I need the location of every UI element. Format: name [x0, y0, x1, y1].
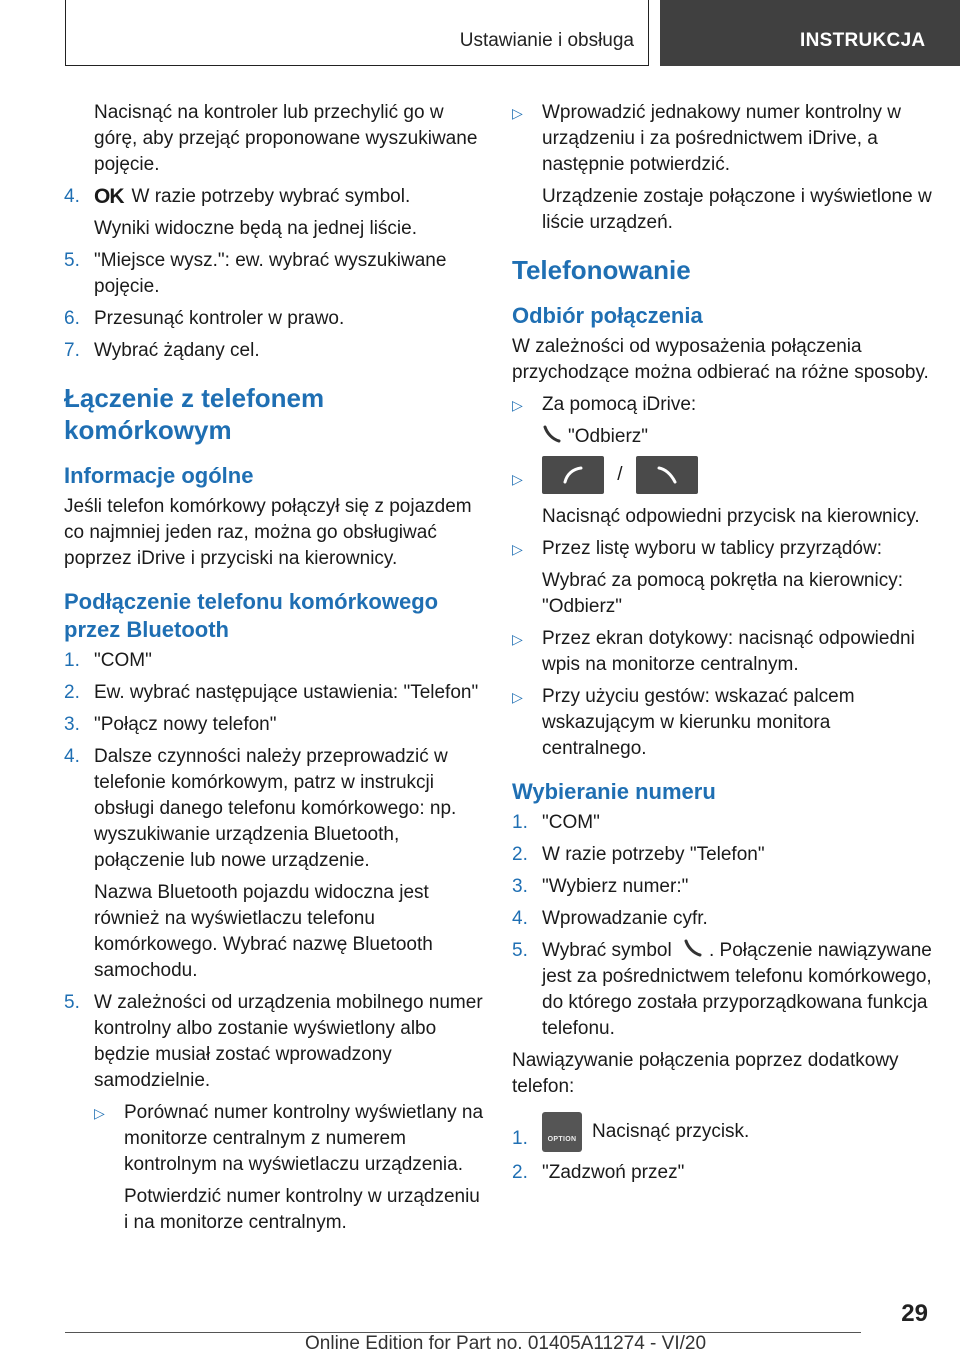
list-item [512, 1160, 932, 1186]
list-item [64, 248, 484, 300]
phone-handset-icon [542, 424, 562, 444]
steering-hangup-button-image [636, 456, 698, 494]
bullet-extra: Potwierdzić numer kontrolny w urządzeniu i na monitorze centralnym. [124, 1186, 480, 1233]
step-number: 5. [64, 992, 80, 1013]
answer-label: "Odbierz" [568, 426, 649, 447]
list-item [64, 990, 484, 1094]
bullet-item [512, 626, 932, 678]
step-text: Dalsze czynności należy przeprowadzić w telefonie komórkowym, patrz w instrukcji obsługi danego telefonu komórkowego: np. wyszukiwanie urządzenia Bluetooth, połączenie lub nowe urządzenie. [94, 746, 457, 871]
step-text: Ew. wybrać następujące ustawienia: "Telefon" [94, 682, 479, 703]
list-item [64, 184, 484, 210]
bullet-text: Porównać numer kontrolny wyświetlany na monitorze centralnym z numerem kontrolnym na wyświetlaczu urządzenia. [124, 1102, 484, 1175]
paragraph: Urządzenie zostaje połączone i wyświetlone w liście urządzeń. [542, 186, 932, 233]
step-number: 4. [64, 746, 80, 767]
step-number: 1. [512, 1128, 528, 1149]
left-column [64, 100, 484, 1242]
step-text: "COM" [94, 650, 152, 671]
bullet-sub: Nacisnąć odpowiedni przycisk na kierownicy. [542, 506, 920, 527]
ok-icon: OK [94, 185, 124, 208]
step-text-post: . Połączenie nawiązywane jest za pośrednictwem telefonu komórkowego, do którego została przyporządkowana funkcja telefonu. [542, 940, 932, 1039]
step-number: 5. [64, 250, 80, 271]
bullet-text: Wprowadzić jednakowy numer kontrolny w urządzeniu i za pośrednictwem iDrive, a następnie potwierdzić. [542, 102, 902, 175]
step-number: 1. [512, 812, 528, 833]
list-item [512, 906, 932, 932]
list-item [64, 712, 484, 738]
step-text-pre: Wybrać symbol [542, 940, 672, 961]
bullet-text: Przez listę wyboru w tablicy przyrządów: [542, 538, 882, 559]
page-number: 29 [901, 1300, 928, 1327]
step-extra: Nazwa Bluetooth pojazdu widoczna jest również na wyświetlaczu telefonu komórkowego. Wybrać nazwę Bluetooth samochodu. [94, 882, 433, 981]
triangle-bullet-icon: ▷ [512, 105, 523, 121]
step-number: 2. [64, 682, 80, 703]
option-label: OPTION [547, 1136, 577, 1143]
list-item [512, 810, 932, 836]
bullet-item [94, 1100, 484, 1178]
header-section-title: Ustawianie i obsługa [459, 30, 634, 51]
step-text: Wybrać żądany cel. [94, 340, 260, 361]
step-number: 3. [64, 714, 80, 735]
bullet-item [512, 536, 932, 562]
step-text: "Wybierz numer:" [542, 876, 689, 897]
step-number: 4. [64, 186, 80, 207]
list-item [512, 938, 932, 1042]
step-number: 6. [64, 308, 80, 329]
phone-handset-icon [655, 464, 679, 486]
option-button-image [542, 1112, 582, 1152]
step-text: "Połącz nowy telefon" [94, 714, 277, 735]
bullet-text: Za pomocą iDrive: [542, 394, 697, 415]
bullet-item [512, 684, 932, 762]
bullet-item [512, 456, 932, 494]
subsection-heading: Podłączenie telefonu komórkowego przez Bluetooth [64, 589, 439, 642]
paragraph: Jeśli telefon komórkowy połączył się z pojazdem co najmniej jeden raz, można go obsługiwać poprzez iDrive i przyciski na kierownicy. [64, 496, 472, 569]
step-text: Wprowadzanie cyfr. [542, 908, 708, 929]
step-text: Przesunąć kontroler w prawo. [94, 308, 345, 329]
subsection-heading: Odbiór połączenia [512, 303, 703, 328]
triangle-bullet-icon: ▷ [512, 471, 523, 487]
list-item [64, 338, 484, 364]
triangle-bullet-icon: ▷ [512, 689, 523, 705]
section-heading: Łączenie z telefonem komórkowym [64, 383, 325, 445]
step-text: "Zadzwoń przez" [542, 1162, 685, 1183]
triangle-bullet-icon: ▷ [512, 541, 523, 557]
paragraph: W zależności od wyposażenia połączenia przychodzące można odbierać na różne sposoby. [512, 336, 929, 383]
header-box [65, 0, 649, 66]
step-text: Nacisnąć przycisk. [592, 1121, 750, 1143]
header-tab-label: INSTRUKCJA [800, 30, 926, 51]
subsection-heading: Informacje ogólne [64, 463, 254, 488]
step-extra: Wyniki widoczne będą na jednej liście. [94, 218, 417, 239]
step-text: W zależności od urządzenia mobilnego numer kontrolny albo zostanie wyświetlony albo będzie musiał zostać wprowadzony samodzielnie. [94, 992, 483, 1091]
bullet-sub [512, 424, 932, 450]
triangle-bullet-icon: ▷ [94, 1105, 105, 1121]
step-number: 3. [512, 876, 528, 897]
step-text: "COM" [542, 812, 600, 833]
step-number: 2. [512, 844, 528, 865]
phone-answer-icon [561, 464, 585, 486]
steering-call-button-image [542, 456, 604, 494]
section-heading: Telefonowanie [512, 255, 691, 285]
intro-text: Nacisnąć na kontroler lub przechylić go w górę, aby przejąć proponowane wyszukiwane pojęcie. [94, 102, 478, 175]
list-item [64, 306, 484, 332]
bullet-item [512, 100, 932, 178]
step-text: W razie potrzeby "Telefon" [542, 844, 765, 865]
bullet-sub: Wybrać za pomocą pokrętła na kierownicy: "Odbierz" [542, 570, 903, 617]
step-text: W razie potrzeby wybrać symbol. [131, 186, 411, 207]
triangle-bullet-icon: ▷ [512, 631, 523, 647]
step-number: 4. [512, 908, 528, 929]
header-tab [660, 0, 960, 66]
step-number: 7. [64, 340, 80, 361]
bullet-text: Przez ekran dotykowy: nacisnąć odpowiedni wpis na monitorze centralnym. [542, 628, 915, 675]
list-item [512, 842, 932, 868]
separator: / [617, 464, 623, 486]
step-number: 2. [512, 1162, 528, 1183]
step-number: 5. [512, 940, 528, 961]
bullet-text: Przy użyciu gestów: wskazać palcem wskazującym w kierunku monitora centralnego. [542, 686, 855, 759]
list-item [64, 680, 484, 706]
step-number: 1. [64, 650, 80, 671]
footer-text: Online Edition for Part no. 01405A11274 - VI/20 [305, 1333, 707, 1354]
right-column [512, 100, 932, 1192]
phone-handset-icon [683, 938, 703, 958]
list-item [512, 874, 932, 900]
list-item [64, 648, 484, 674]
list-item [512, 1112, 932, 1152]
bullet-item [512, 392, 932, 418]
triangle-bullet-icon: ▷ [512, 397, 523, 413]
list-item [64, 744, 484, 874]
step-text: "Miejsce wysz.": ew. wybrać wyszukiwane pojęcie. [94, 250, 447, 297]
subsection-heading: Wybieranie numeru [512, 779, 716, 804]
paragraph: Nawiązywanie połączenia poprzez dodatkowy telefon: [512, 1050, 899, 1097]
